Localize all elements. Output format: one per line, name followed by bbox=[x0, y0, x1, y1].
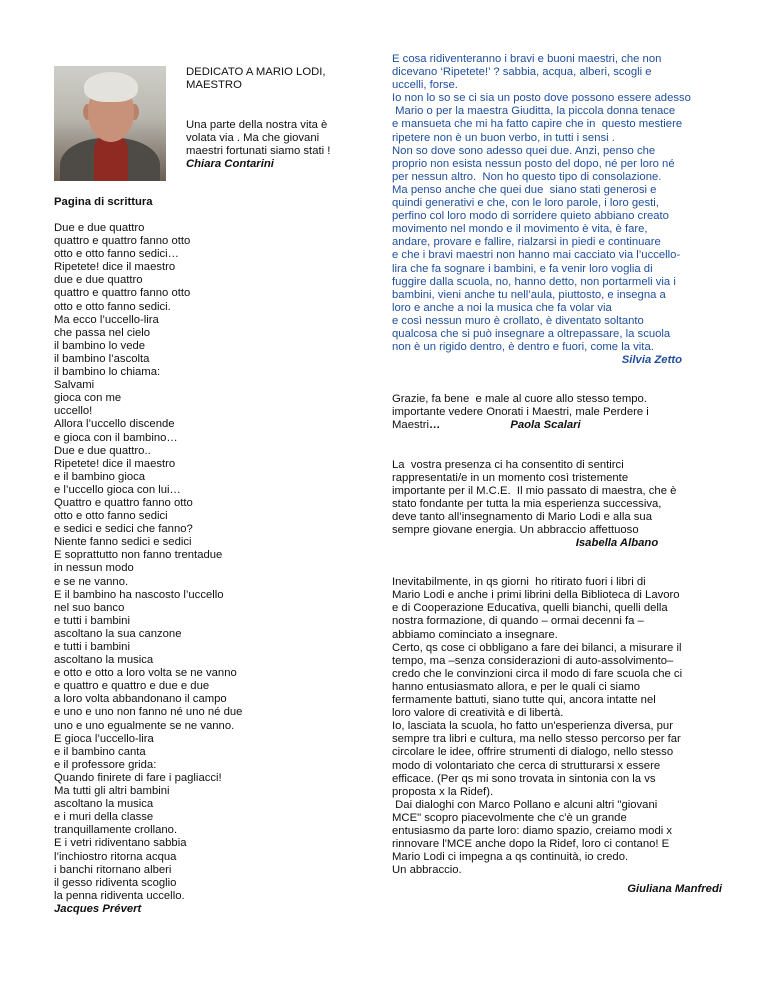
poem-line: Ripetete! dice il maestro bbox=[54, 457, 176, 470]
poem-line: e il bambino canta bbox=[54, 745, 146, 758]
poem-line: il bambino lo chiama: bbox=[54, 366, 161, 379]
zetto-line: Mario o per la maestra Giuditta, la piccola donna tenace bbox=[392, 105, 676, 118]
poem-line: a loro volta abbandonano il campo bbox=[54, 693, 227, 706]
manfredi-line: efficace. (Per qs mi sono trovata in sintonia con la vs bbox=[392, 772, 656, 785]
manfredi-message bbox=[392, 576, 722, 877]
albano-line: La vostra presenza ci ha consentito di sentirci bbox=[392, 458, 624, 471]
manfredi-line: tempo, ma –senza considerazioni di auto-assolvimento– bbox=[392, 654, 674, 667]
albano-line: deve tanto all’insegnamento di Mario Lodi e alla sua bbox=[392, 510, 652, 523]
dedication-author: Chiara Contarini bbox=[186, 158, 274, 171]
poem-line: E i vetri ridiventano sabbia bbox=[54, 837, 187, 850]
manfredi-line: fermamente battuti, siano tutte qui, ancora intatte nel bbox=[392, 694, 656, 707]
albano-author: Isabella Albano bbox=[575, 537, 659, 550]
zetto-line: e così nessun muro è crollato, è diventato soltanto bbox=[392, 314, 644, 327]
scalari-last-text: Maestri bbox=[392, 419, 430, 432]
poem-line: gioca con me bbox=[54, 392, 122, 405]
albano-line: rappresentati/e in un momento così tristemente bbox=[392, 471, 629, 484]
poem-line: ascoltano la musica bbox=[54, 654, 154, 667]
poem-line: tranquillamente crollano. bbox=[54, 824, 178, 837]
zetto-line: uccelli, forse. bbox=[392, 79, 458, 92]
poem-line: otto e otto fanno sedici… bbox=[54, 248, 179, 261]
poem-line: Ripetete! dice il maestro bbox=[54, 261, 176, 274]
manfredi-line: e di Cooperazione Educativa, quelli bianchi, quelli della bbox=[392, 602, 668, 615]
poem-line: quattro e quattro fanno otto bbox=[54, 287, 191, 300]
zetto-line: ripetere non è un buon verbo, in tutti i sensi . bbox=[392, 131, 615, 144]
zetto-line: Non so dove sono adesso quei due. Anzi, penso che bbox=[392, 144, 656, 157]
dedication-line: maestri fortunati siamo stati ! bbox=[186, 145, 331, 158]
poem-author: Jacques Prévert bbox=[54, 902, 142, 915]
manfredi-line: proposta x la Ridef). bbox=[392, 785, 494, 798]
poem-line: e i muri della classe bbox=[54, 811, 154, 824]
scalari-line: Grazie, fa bene e male al cuore allo stesso tempo. bbox=[392, 393, 647, 406]
poem-line: e il bambino gioca bbox=[54, 470, 146, 483]
poem-line: il bambino lo vede bbox=[54, 339, 146, 352]
poem-line: Due e due quattro bbox=[54, 222, 145, 234]
scalari-line: importante vedere Onorati i Maestri, male Perdere i bbox=[392, 406, 649, 419]
manfredi-line: Mario Lodi ci impegna a qs continuità, io credo. bbox=[392, 851, 629, 864]
poem-line: Quattro e quattro fanno otto bbox=[54, 496, 193, 509]
zetto-line: bambini, vieni anche tu nell’aula, piuttosto, e insegna a bbox=[392, 288, 666, 301]
manfredi-line: credo che le convinzioni circa il modo di fare scuola che ci bbox=[392, 667, 683, 680]
dedication-line: volata via . Ma che giovani bbox=[186, 132, 320, 145]
poem-line: quattro e quattro fanno otto bbox=[54, 235, 191, 248]
poem-line: ascoltano la musica bbox=[54, 798, 154, 811]
poem-line: Niente fanno sedici e sedici bbox=[54, 536, 192, 549]
poem-line: Ma tutti gli altri bambini bbox=[54, 785, 170, 798]
poem-line: Salvami bbox=[54, 379, 95, 392]
poem-line: otto e otto fanno sedici bbox=[54, 510, 168, 523]
albano-message bbox=[392, 459, 722, 538]
poem-line: e tutti i bambini bbox=[54, 641, 130, 653]
manfredi-line: Inevitabilmente, in qs giorni ho ritirato fuori i libri di bbox=[392, 576, 646, 589]
zetto-line: proprio non esista nessun posto del dopo, né per loro né bbox=[392, 157, 675, 170]
zetto-line: movimento nel mondo e il movimento è vita, è fare, bbox=[392, 223, 648, 236]
poem-line: E il bambino ha nascosto l’uccello bbox=[54, 588, 224, 601]
poem-line: e tutti i bambini bbox=[54, 614, 130, 627]
manfredi-line: circolare le idee, offrire strumenti di dialogo, nello stesso bbox=[392, 746, 674, 759]
manfredi-line: entusiasmo da parte loro: diamo spazio, creiamo modi x bbox=[392, 824, 673, 837]
poem-line: e uno e uno non fanno né uno né due bbox=[54, 706, 243, 719]
manfredi-line: Dai dialoghi con Marco Pollano e alcuni altri "giovani bbox=[392, 798, 658, 811]
poem-line: e il professore grida: bbox=[54, 758, 157, 771]
poem-line: Quando finirete di fare i pagliacci! bbox=[54, 771, 222, 784]
poem-line: i banchi ritornano alberi bbox=[54, 863, 172, 876]
dedication-heading-2: MAESTRO bbox=[186, 79, 242, 92]
poem-line: due e due quattro bbox=[54, 274, 143, 287]
dedication-heading: DEDICATO A MARIO LODI, bbox=[186, 66, 326, 78]
poem-line: e sedici e sedici che fanno? bbox=[54, 523, 193, 536]
zetto-line: non è un rigido dentro, è dentro e fuori, come la vita. bbox=[392, 341, 654, 354]
albano-line: importante per il M.C.E. Il mio passato di maestra, che è bbox=[392, 484, 677, 497]
poem-line: e gioca con il bambino… bbox=[54, 431, 178, 444]
manfredi-line: rinnovare l'MCE anche dopo la Ridef, loro ci contano! E bbox=[392, 838, 670, 851]
zetto-line: loro e anche a noi la musica che fa volar via bbox=[392, 301, 612, 314]
manfredi-line: Mario Lodi e anche i primi librini della Biblioteca di Lavoro bbox=[392, 589, 680, 602]
poem-line: e quattro e quattro e due e due bbox=[54, 680, 210, 693]
poem-line: e l’uccello gioca con lui… bbox=[54, 483, 181, 496]
zetto-line: qualcosa che si può insegnare a oltrepassare, la scuola bbox=[392, 327, 671, 340]
poem-line: il gesso ridiventa scoglio bbox=[54, 876, 177, 889]
poem-line: e se ne vanno. bbox=[54, 575, 129, 588]
manfredi-author: Giuliana Manfredi bbox=[627, 883, 722, 896]
poem-line: E gioca l’uccello-lira bbox=[54, 732, 154, 745]
manfredi-line: Certo, qs cose ci obbligano a fare dei bilanci, a misurare il bbox=[392, 641, 682, 654]
zetto-line: dicevano ‘Ripetete!’ ? sabbia, acqua, alberi, scogli e bbox=[392, 66, 652, 79]
poem-line: nel suo banco bbox=[54, 601, 125, 614]
zetto-line: e che i bravi maestri non hanno mai cacciato via l’uccello- bbox=[392, 249, 681, 262]
poem-line: la penna ridiventa uccello. bbox=[54, 889, 185, 902]
zetto-line: quindi generativi e che, con le loro parole, i loro gesti, bbox=[392, 197, 659, 210]
scalari-message bbox=[392, 393, 722, 419]
zetto-line: fuggire dalla scuola, no, hanno detto, non portarmeli via i bbox=[392, 275, 676, 288]
zetto-line: Ma penso anche che quei due siano stati generosi e bbox=[392, 183, 657, 196]
poem-line: uccello! bbox=[54, 405, 93, 418]
scalari-ellipsis: … bbox=[429, 419, 441, 432]
poem-line: il bambino l’ascolta bbox=[54, 352, 150, 365]
poem bbox=[54, 222, 354, 916]
zetto-line: andare, provare e fallire, rialzarsi in piedi e continuare bbox=[392, 236, 661, 249]
manfredi-line: Un abbraccio. bbox=[392, 864, 462, 877]
poem-line: otto e otto fanno sedici. bbox=[54, 300, 171, 313]
zetto-line: Io non lo so se ci sia un posto dove possono essere adesso bbox=[392, 92, 691, 105]
poem-line: che passa nel cielo bbox=[54, 326, 151, 339]
manfredi-line: hanno entusiasmato allora, e per le quali ci siamo bbox=[392, 680, 641, 693]
manfredi-line: MCE" scopro piacevolmente che c'è un grande bbox=[392, 811, 627, 824]
zetto-line: E cosa ridiventeranno i bravi e buoni maestri, che non bbox=[392, 53, 662, 65]
manfredi-line: abbiamo cominciato a insegnare. bbox=[392, 628, 558, 641]
poem-line: Due e due quattro.. bbox=[54, 444, 151, 457]
poem-line: e otto e otto a loro volta se ne vanno bbox=[54, 667, 237, 680]
manfredi-line: loro valore di creatività e di libertà. bbox=[392, 707, 564, 720]
zetto-line: perfino col loro modo di sorridere quieto abbiano creato bbox=[392, 210, 669, 223]
portrait-photo bbox=[54, 66, 166, 181]
scalari-author: Paola Scalari bbox=[510, 419, 581, 432]
zetto-message bbox=[392, 53, 722, 354]
manfredi-line: modo di volontariato che cerca di strutturarsi x essere bbox=[392, 759, 661, 772]
zetto-author: Silvia Zetto bbox=[621, 354, 682, 367]
dedication-block bbox=[186, 66, 356, 172]
scalari-last-line bbox=[392, 419, 722, 432]
albano-line: stato fondante per tutta la mia esperienza successiva, bbox=[392, 497, 662, 510]
right-column bbox=[392, 53, 722, 896]
section-title: Pagina di scrittura bbox=[54, 196, 153, 208]
poem-line: in nessun modo bbox=[54, 562, 134, 575]
poem-line: Ma ecco l’uccello-lira bbox=[54, 313, 159, 326]
poem-line: Allora l’uccello discende bbox=[54, 418, 175, 431]
manfredi-line: nostra formazione, di quando – ormai decenni fa – bbox=[392, 615, 644, 628]
poem-line: ascoltano la sua canzone bbox=[54, 627, 182, 640]
poem-line: l’inchiostro ritorna acqua bbox=[54, 850, 177, 863]
zetto-line: lira che fa sognare i bambini, e fa venir loro voglia di bbox=[392, 262, 653, 275]
albano-line: sempre giovane energia. Un abbraccio affettuoso bbox=[392, 524, 639, 536]
zetto-line: e mansueta che mi ha fatto capire che in questo mestiere bbox=[392, 118, 683, 131]
manfredi-line: Io, lasciata la scuola, ho fatto un'esperienza diversa, pur bbox=[392, 720, 673, 733]
manfredi-line: sempre tra libri e cultura, ma nello stesso percorso per far bbox=[392, 733, 681, 746]
dedication-line: Una parte della nostra vita è bbox=[186, 119, 328, 132]
zetto-line: per nessun altro. Non ho questo tipo di consolazione. bbox=[392, 170, 662, 183]
poem-line: E soprattutto non fanno trentadue bbox=[54, 549, 223, 562]
poem-line: uno e uno egualmente se ne vanno. bbox=[54, 719, 235, 732]
